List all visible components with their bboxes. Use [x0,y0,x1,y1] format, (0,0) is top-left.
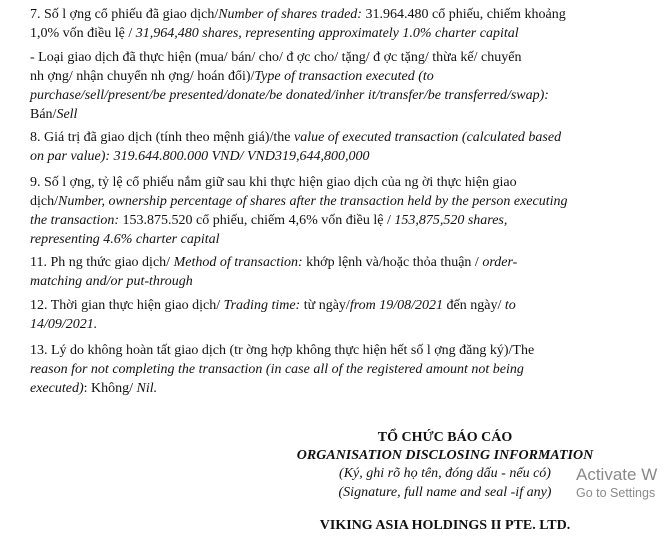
item-7-transaction-type: - Loại giao dịch đã thực hiện (mua/ bán/ cho/ đ ợc cho/ tặng/ đ ợc tặng/ thừa kế/ chuyển nh ợng/ nhận chuyển nh ợng/ hoán đổi)/Type of transaction executed (to purchase/sell/present/be presented/donate/be donated/inher it/transfer/be transferred/swap): Bán/Sell [30,50,549,122]
signature-note-vn: (Ký, ghi rõ họ tên, đóng dấu - nếu có) [339,466,551,481]
windows-activation-watermark: Activate W Go to Settings [576,465,658,500]
signature-heading-vn: TỔ CHỨC BÁO CÁO [377,430,513,445]
item-12-trading-time: 12. Thời gian thực hiện giao dịch/ Trading time: từ ngày/from 19/08/2021 đến ngày/ to 14/09/2021. [30,298,516,332]
item-9-shares-held: 9. Số l ợng, tỷ lệ cổ phiếu nắm giữ sau khi thực hiện giao dịch của ng ời thực hiện giao dịch/Number, ownership percentage of shares after the transaction held by the person executing the transaction: 153.875.520 cổ phiếu, chiếm 4,6% vốn điều lệ / 153,875,520 shares, representing 4.6% charter capital [30,175,568,247]
item-8-transaction-value: 8. Giá trị đã giao dịch (tính theo mệnh giá)/the value of executed transaction (calculated based on par value): 319.644.800.000 VND/ VND319,644,800,000 [30,130,562,164]
item-13-reason: 13. Lý do không hoàn tất giao dịch (tr ờng hợp không thực hiện hết số l ợng đăng ký)/The reason for not completing the transaction (in case all of the registered amount not being executed): Không/ Nil. [30,343,535,396]
item-7-shares-traded: 7. Số l ợng cổ phiếu đã giao dịch/Number of shares traded: 31.964.480 cổ phiếu, chiếm khoảng 1,0% vốn điều lệ / 31,964,480 shares, representing approximately 1.0% charter capital [30,7,566,41]
item-11-method: 11. Ph ng thức giao dịch/ Method of transaction: khớp lệnh và/hoặc thỏa thuận / order- matching and/or put-through [30,255,518,289]
signature-note-en: (Signature, full name and seal -if any) [338,485,552,500]
company-name: VIKING ASIA HOLDINGS II PTE. LTD. [319,518,571,533]
signature-heading-en: ORGANISATION DISCLOSING INFORMATION [296,448,594,463]
